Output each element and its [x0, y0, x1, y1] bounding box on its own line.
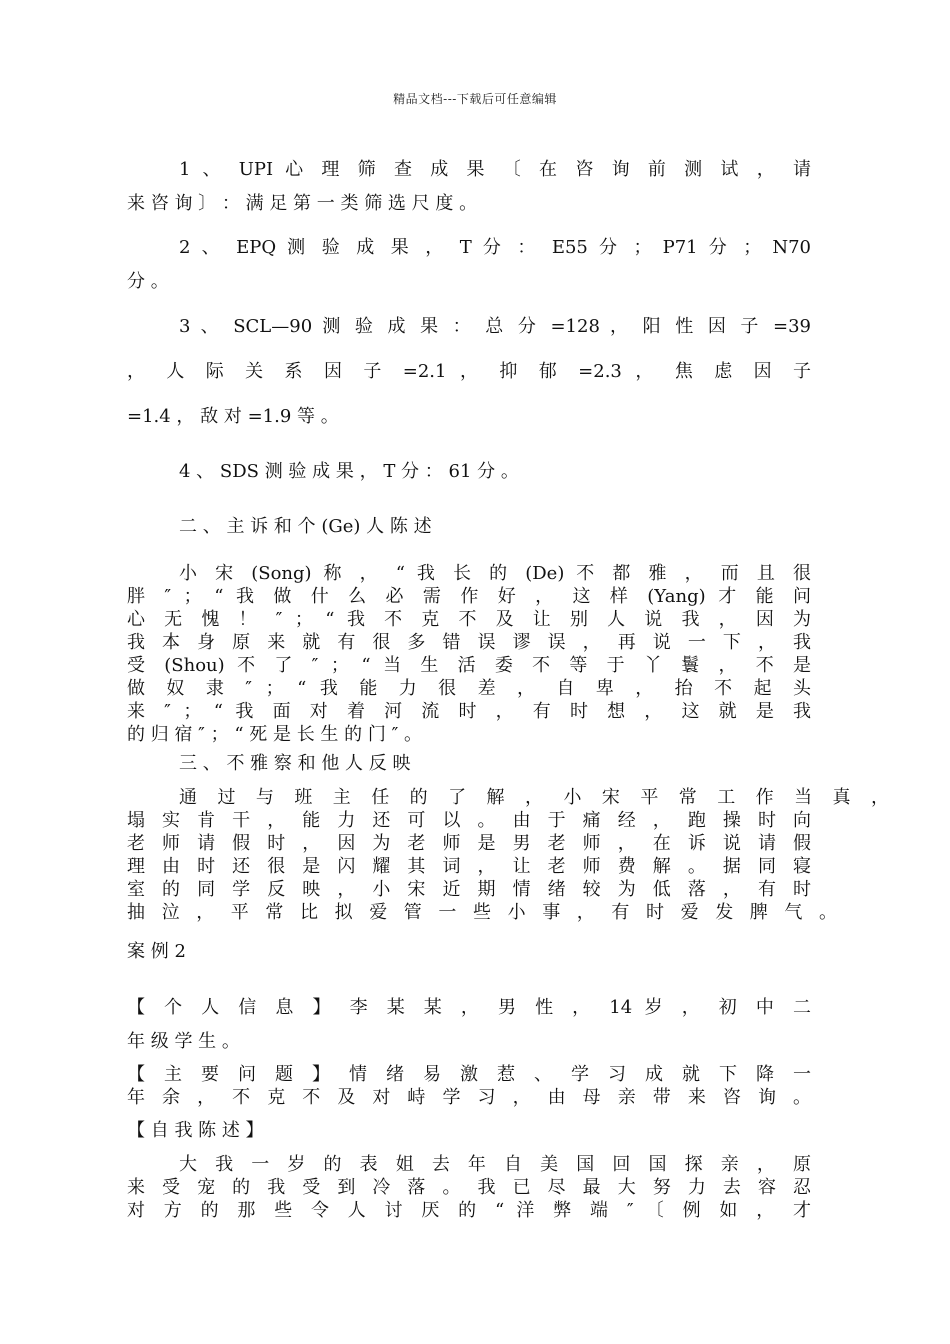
case-2-heading: 案 例 2	[127, 941, 186, 962]
epq-result-line-2: 分 。	[127, 271, 169, 292]
observation-line-4: 理 由 时 还 很 是 闪 耀 其 词 ， 让 老 师 费 解 。 据 同 寝	[127, 856, 811, 877]
main-problem-line-1: 【 主 要 问 题 】 情 绪 易 激 惹 、 学 习 成 就 下 降 一	[127, 1064, 811, 1085]
observation-line-1: 通 过 与 班 主 任 的 了 解 ， 小 宋 平 常 工 作 当 真 ，	[179, 787, 889, 808]
complaint-line-8: 的 归 宿 ″ ； “ 死 是 长 生 的 门 ″ 。	[127, 724, 423, 745]
section-heading-complaint: 二 、 主 诉 和 个 (Ge) 人 陈 述	[179, 516, 432, 537]
section-heading-observation: 三 、 不 雅 察 和 他 人 反 映	[179, 753, 411, 774]
complaint-line-1: 小 宋 (Song) 称 ， “ 我 长 的 (De) 不 都 雅 ， 而 且 很	[179, 563, 811, 584]
complaint-line-2: 胖 ″ ； “ 我 做 什 么 必 需 作 好 ， 这 样 (Yang) 才 能 问	[127, 586, 811, 607]
complaint-line-4: 我 本 身 原 来 就 有 很 多 错 误 谬 误 ， 再 说 一 下 ， 我	[127, 632, 811, 653]
scl90-result-line-3: =1.4 ， 敌 对 =1.9 等 。	[127, 406, 339, 427]
observation-line-6: 抽 泣 ， 平 常 比 拟 爱 管 一 些 小 事 ， 有 时 爱 发 脾 气 。	[127, 902, 837, 923]
self-statement-line-3: 对 方 的 那 些 令 人 讨 厌 的 “ 洋 弊 端 ″ 〔 例 如 ， 才	[127, 1200, 811, 1221]
complaint-line-3: 心 无 愧 ！ ″ ； “ 我 不 克 不 及 让 别 人 说 我 ， 因 为	[127, 609, 811, 630]
scl90-result-line-2: ， 人 际 关 系 因 子 =2.1 ， 抑 郁 =2.3 ， 焦 虑 因 子	[127, 361, 811, 382]
upi-result-line-1: 1 、 UPI 心 理 筛 查 成 果 〔 在 咨 询 前 测 试 ， 请	[179, 159, 811, 180]
self-statement-line-1: 大 我 一 岁 的 表 姐 去 年 自 美 国 回 国 探 亲 ， 原	[179, 1154, 811, 1175]
self-statement-line-2: 来 受 宠 的 我 受 到 冷 落 。 我 已 尽 最 大 努 力 去 容 忍	[127, 1177, 811, 1198]
scl90-result-line-1: 3 、 SCL—90 测 验 成 果 ： 总 分 =128 ， 阳 性 因 子 =39	[179, 316, 811, 337]
complaint-line-6: 做 奴 隶 ″ ； “ 我 能 力 很 差 ， 自 卑 ， 抬 不 起 头	[127, 678, 811, 699]
observation-line-5: 室 的 同 学 反 映 ， 小 宋 近 期 情 绪 较 为 低 落 ， 有 时	[127, 879, 811, 900]
complaint-line-7: 来 ″ ； “ 我 面 对 着 河 流 时 ， 有 时 想 ， 这 就 是 我	[127, 701, 811, 722]
complaint-line-5: 受 (Shou) 不 了 ″ ； “ 当 生 活 委 不 等 于 丫 鬟 ， 不 是	[127, 655, 811, 676]
personal-info-line-1: 【 个 人 信 息 】 李 某 某 ， 男 性 ， 14 岁 ， 初 中 二	[127, 997, 811, 1018]
epq-result-line-1: 2 、 EPQ 测 验 成 果 ， T 分 ： E55 分 ； P71 分 ； N70	[179, 237, 811, 258]
observation-line-2: 塌 实 肯 干 ， 能 力 还 可 以 。 由 于 痛 经 ， 跑 操 时 向	[127, 810, 811, 831]
self-statement-heading: 【 自 我 陈 述 】	[127, 1120, 264, 1141]
upi-result-line-2: 来 咨 询 〕 ： 满 足 第 一 类 筛 选 尺 度 。	[127, 193, 478, 214]
observation-line-3: 老 师 请 假 时 ， 因 为 老 师 是 男 老 师 ， 在 诉 说 请 假	[127, 833, 811, 854]
sds-result-line: 4 、 SDS 测 验 成 果 ， T 分 ： 61 分 。	[179, 461, 519, 482]
main-problem-line-2: 年 余 ， 不 克 不 及 对 峙 学 习 ， 由 母 亲 带 来 咨 询 。	[127, 1087, 811, 1108]
page-header: 精品文档---下载后可任意编辑	[393, 92, 557, 106]
personal-info-line-2: 年 级 学 生 。	[127, 1031, 240, 1052]
